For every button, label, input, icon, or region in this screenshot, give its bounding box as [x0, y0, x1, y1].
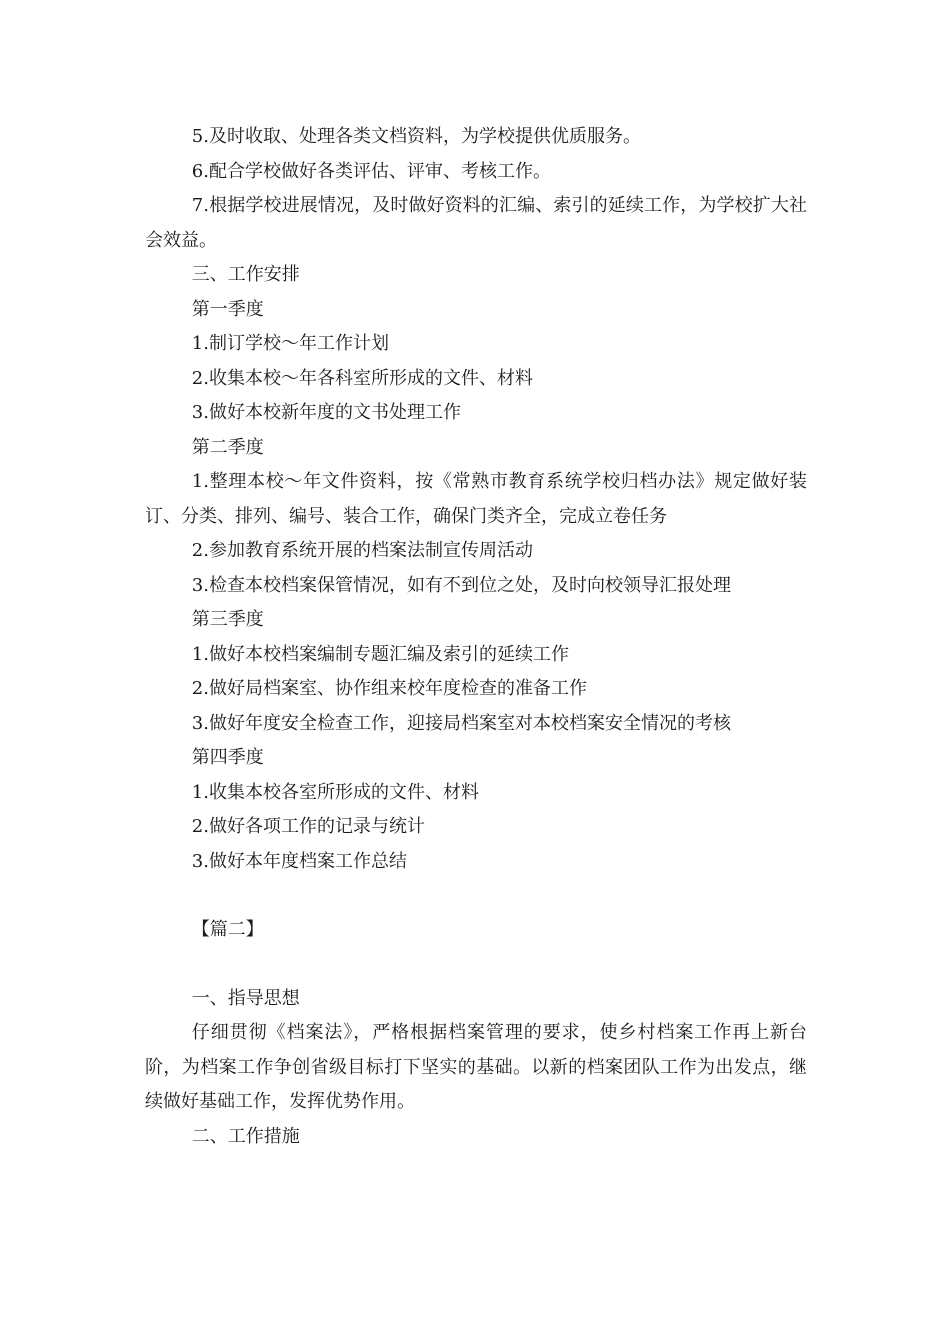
- list-item: 2.做好局档案室、协作组来校年度检查的准备工作: [191, 678, 587, 699]
- list-item: 6.配合学校做好各类评估、评审、考核工作。: [191, 160, 551, 182]
- list-item: 3.检查本校档案保管情况，如有不到位之处，及时向校领导汇报处理: [191, 574, 731, 596]
- list-item: 5.及时收取、处理各类文档资料，为学校提供优质服务。: [191, 126, 641, 147]
- list-item: 2.做好各项工作的记录与统计: [191, 816, 425, 837]
- quarter-heading-q3: 第三季度: [191, 609, 264, 630]
- list-item: 1.整理本校～年文件资料，按《常熟市教育系统学校归档办法》规定做好装订、分类、排列、编号、装合工作，确保门类齐全，完成立卷任务: [145, 471, 807, 527]
- paragraph: 仔细贯彻《档案法》，严格根据档案管理的要求，使乡村档案工作再上新台阶，为档案工作争创省级目标打下坚实的基础。以新的档案团队工作为出发点，继续做好基础工作，发挥优势作用。: [145, 1022, 807, 1112]
- spacer: [145, 879, 807, 913]
- section-heading-work-arrangement: 三、工作安排: [191, 264, 300, 285]
- quarter-heading-q2: 第二季度: [191, 436, 264, 458]
- list-item: 3.做好本年度档案工作总结: [191, 850, 407, 872]
- section-heading-guiding-thought: 一、指导思想: [191, 987, 300, 1009]
- list-item: 7.根据学校进展情况，及时做好资料的汇编、索引的延续工作，为学校扩大社会效益。: [145, 195, 807, 251]
- spacer: [145, 948, 807, 982]
- list-item: 3.做好本校新年度的文书处理工作: [191, 402, 461, 423]
- section-heading-work-measures: 二、工作措施: [191, 1125, 300, 1147]
- quarter-heading-q4: 第四季度: [191, 747, 264, 768]
- list-item: 1.收集本校各室所形成的文件、材料: [191, 781, 479, 803]
- part-heading: 【篇二】: [191, 919, 264, 940]
- list-item: 2.收集本校～年各科室所形成的文件、材料: [191, 367, 533, 389]
- list-item: 1.制订学校～年工作计划: [191, 333, 389, 354]
- list-item: 1.做好本校档案编制专题汇编及索引的延续工作: [191, 643, 569, 665]
- list-item: 2.参加教育系统开展的档案法制宣传周活动: [191, 540, 533, 561]
- list-item: 3.做好年度安全检查工作，迎接局档案室对本校档案安全情况的考核: [191, 712, 731, 734]
- document-body: [145, 120, 807, 1154]
- quarter-heading-q1: 第一季度: [191, 298, 264, 320]
